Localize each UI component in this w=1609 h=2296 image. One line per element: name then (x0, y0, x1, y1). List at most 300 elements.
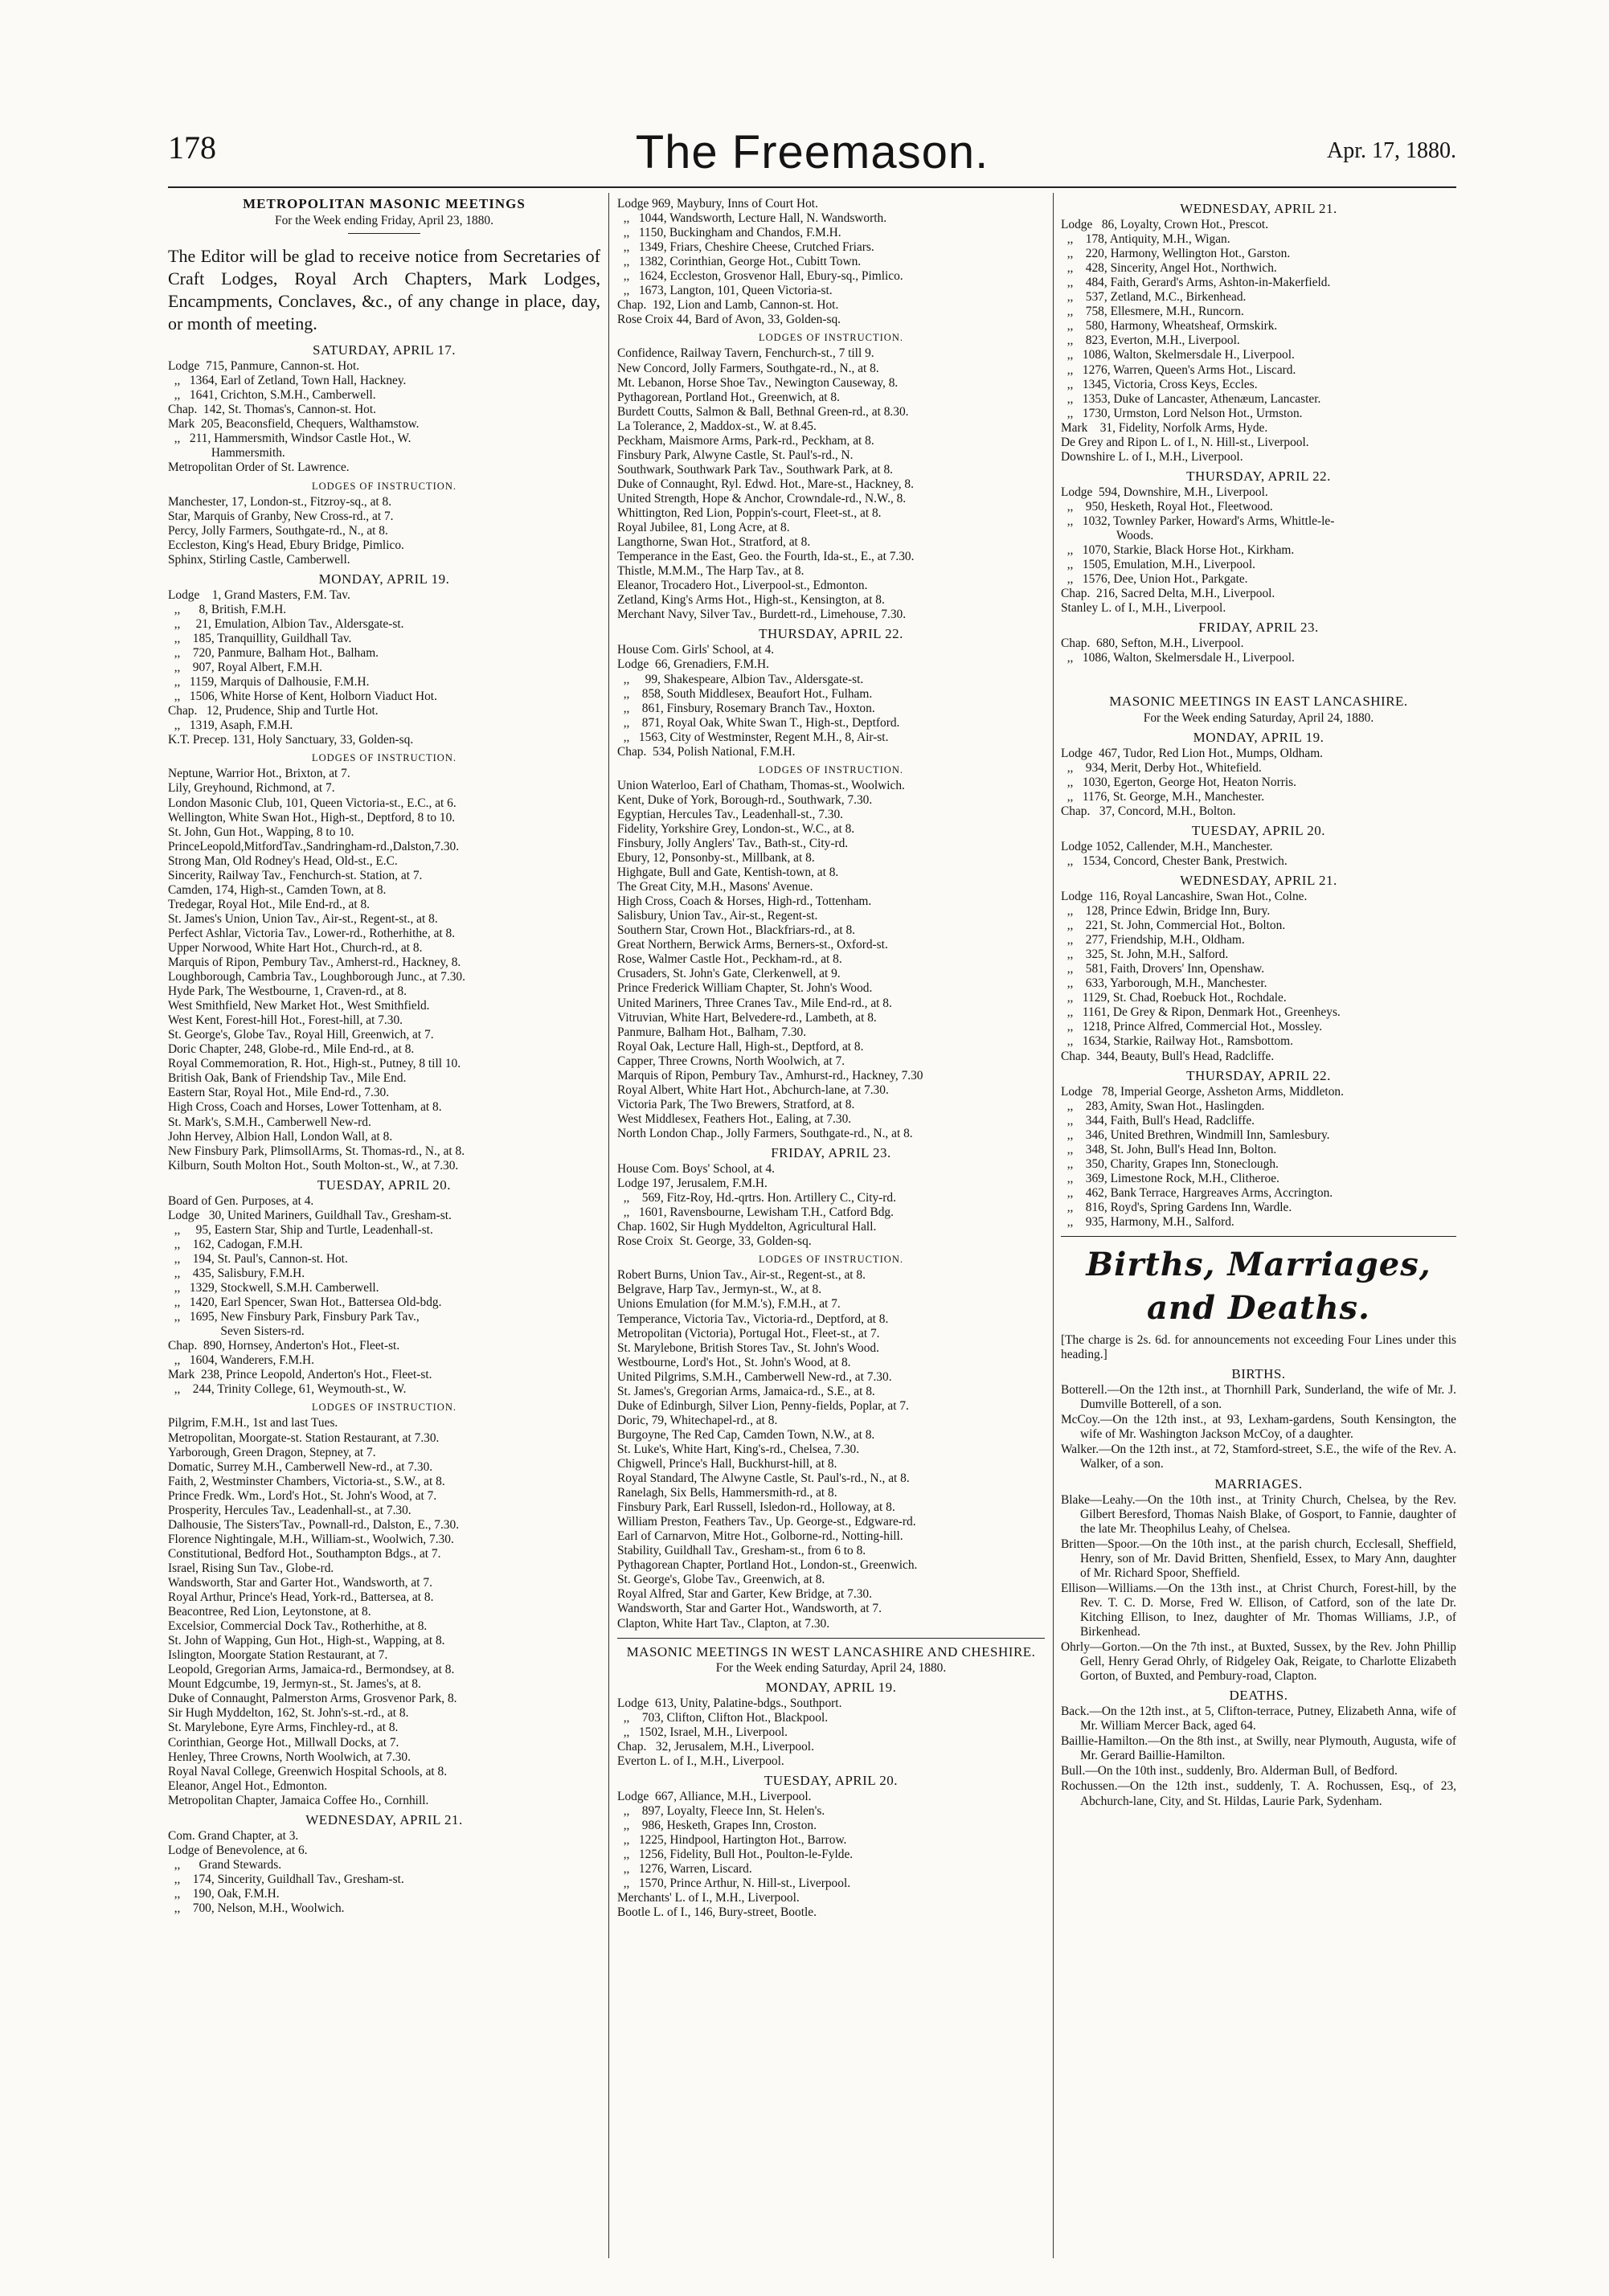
subsection-heading: LODGES OF INSTRUCTION. (759, 763, 903, 776)
listing-line: The Great City, M.H., Masons' Avenue. (617, 880, 813, 894)
listing-line: Salisbury, Union Tav., Air-st., Regent-st. (617, 909, 818, 923)
subsection-heading: LODGES OF INSTRUCTION. (759, 1254, 903, 1266)
listing-line: Westbourne, Lord's Hot., St. John's Wood, at 8. (617, 1355, 851, 1369)
caption-line: For the Week ending Saturday, April 24, 1880. (1143, 710, 1374, 725)
listing-line: ,, 1032, Townley Parker, Howard's Arms, Whittle-le- (1061, 514, 1335, 528)
listing-line: ,, 858, South Middlesex, Beaufort Hot., Fulham. (617, 686, 873, 701)
listing-line: ,, 950, Hesketh, Royal Hot., Fleetwood. (1061, 499, 1273, 514)
listing-line: Hyde Park, The Westbourne, 1, Craven-rd., at 8. (168, 984, 407, 999)
listing-line: Unions Emulation (for M.M.'s), F.M.H., at 7. (617, 1297, 841, 1312)
listing-line: ,, 823, Everton, M.H., Liverpool. (1061, 334, 1240, 348)
listing-line: Lodge 594, Downshire, M.H., Liverpool. (1061, 485, 1268, 499)
listing-line: Mark 31, Fidelity, Norfolk Arms, Hyde. (1061, 420, 1268, 435)
listing-line: Woods. (1061, 529, 1154, 543)
listing-line: ,, 1070, Starkie, Black Horse Hot., Kirkham. (1061, 543, 1295, 558)
listing-line: Eleanor, Trocadero Hot., Liverpool-st., Edmonton. (617, 579, 868, 593)
listing-line: Rose Croix St. George, 33, Golden-sq. (617, 1234, 812, 1249)
listing-line: ,, 1420, Earl Spencer, Swan Hot., Battersea Old-bdg. (168, 1295, 442, 1310)
listing-line: ,, 1225, Hindpool, Hartington Hot., Barrow. (617, 1833, 847, 1848)
listing-line: ,, 221, St. John, Commercial Hot., Bolton. (1061, 919, 1286, 933)
listing-line: ,, 1601, Ravensbourne, Lewisham T.H., Catford Bdg. (617, 1205, 894, 1220)
listing-line: ,, 99, Shakespeare, Albion Tav., Aldersgate-st. (617, 672, 864, 686)
listing-line: ,, 907, Royal Albert, F.M.H. (168, 661, 323, 675)
column-2 (617, 197, 1045, 1920)
listing-line: ,, 1673, Langton, 101, Queen Victoria-st. (617, 284, 833, 298)
listing-line: ,, 1276, Warren, Liscard. (617, 1862, 752, 1876)
listing-line: ,, 1364, Earl of Zetland, Town Hall, Hackney. (168, 374, 407, 388)
listing-line: Metropolitan Chapter, Jamaica Coffee Ho., Cornhill. (168, 1793, 429, 1807)
announcement-entry: Britten—Spoor.—On the 10th inst., at the parish church, Ecclesall, Sheffield, Henry, son of Mr. David Britten, Shenfield, Essex, to Mary Ann, daughter of Mr. Richard Spoor, Sheffield. (1061, 1537, 1456, 1580)
listing-line: ,, 369, Limestone Rock, M.H., Clitheroe. (1061, 1171, 1279, 1185)
announcement-entry: Ohrly—Gorton.—On the 7th inst., at Buxted, Sussex, by the Rev. John Phillip Gell, Henry Gerad Ohrly, of Ridgeley Oak, Reigate, to Charlotte Elizabeth Gorton, of Buxted, and Pembury-road, Clapton. (1061, 1640, 1456, 1684)
listing-line: St. James's Union, Union Tav., Air-st., Regent-st., at 8. (168, 911, 438, 926)
listing-line: United Pilgrims, S.M.H., Camberwell New-rd., at 7.30. (617, 1369, 892, 1384)
listing-line: Finsbury, Jolly Anglers' Tav., Bath-st., City-rd. (617, 837, 849, 851)
listing-line: United Mariners, Three Cranes Tav., Mile End-rd., at 8. (617, 996, 892, 1010)
listing-line: ,, 1506, White Horse of Kent, Holborn Viaduct Hot. (168, 690, 437, 704)
listing-line: ,, 128, Prince Edwin, Bridge Inn, Bury. (1061, 904, 1271, 919)
listing-line: Henley, Three Crowns, North Woolwich, at 7.30. (168, 1750, 411, 1764)
listing-line: La Tolerance, 2, Maddox-st., W. at 8.45. (617, 419, 817, 433)
listing-line: Pythagorean Chapter, Portland Hot., London-st., Greenwich. (617, 1558, 918, 1573)
listing-line: Union Waterloo, Earl of Chatham, Thomas-st., Woolwich. (617, 778, 905, 792)
listing-line: Chap. 216, Sacred Delta, M.H., Liverpool. (1061, 587, 1275, 601)
listing-line: ,, 1534, Concord, Chester Bank, Prestwich. (1061, 853, 1288, 868)
listing-line: Lodge 116, Royal Lancashire, Swan Hot., Colne. (1061, 890, 1308, 904)
listing-line: High Cross, Coach and Horses, Lower Tottenham, at 8. (168, 1100, 442, 1115)
day-heading: WEDNESDAY, APRIL 21. (1180, 872, 1337, 888)
listing-line: ,, 1349, Friars, Cheshire Cheese, Crutched Friars. (617, 240, 874, 255)
listing-line: ,, 194, St. Paul's, Cannon-st. Hot. (168, 1251, 348, 1266)
day-heading: WEDNESDAY, APRIL 21. (305, 1811, 463, 1827)
listing-line: Lodge 1052, Callender, M.H., Manchester. (1061, 839, 1273, 853)
listing-line: ,, 1641, Crichton, S.M.H., Camberwell. (168, 388, 376, 403)
listing-line: ,, Grand Stewards. (168, 1857, 282, 1872)
listing-line: Lodge 715, Panmure, Cannon-st. Hot. (168, 359, 360, 374)
column-3 (1061, 197, 1456, 1810)
listing-line: ,, 484, Faith, Gerard's Arms, Ashton-in-Makerfield. (1061, 276, 1331, 290)
day-heading: THURSDAY, APRIL 22. (1186, 468, 1331, 484)
listing-line: Israel, Rising Sun Tav., Globe-rd. (168, 1561, 334, 1575)
listing-line: ,, 95, Eastern Star, Ship and Turtle, Leadenhall-st. (168, 1222, 433, 1237)
listing-line: Metropolitan Order of St. Lawrence. (168, 460, 350, 475)
listing-line: ,, 897, Loyalty, Fleece Inn, St. Helen's. (617, 1804, 825, 1819)
listing-line: West Middlesex, Feathers Hot., Ealing, at 7.30. (617, 1111, 852, 1126)
listing-line: ,, 537, Zetland, M.C., Birkenhead. (1061, 290, 1247, 305)
listing-line: ,, 8, British, F.M.H. (168, 602, 287, 616)
listing-line: St. Luke's, White Hart, King's-rd., Chelsea, 7.30. (617, 1442, 860, 1456)
announcement-entry: Bull.—On the 10th inst., suddenly, Bro. Alderman Bull, of Bedford. (1061, 1764, 1398, 1778)
listing-line: Board of Gen. Purposes, at 4. (168, 1193, 314, 1208)
listing-line: Sincerity, Railway Tav., Fenchurch-st. Station, at 7. (168, 868, 423, 882)
short-rule (348, 233, 420, 234)
day-heading: TUESDAY, APRIL 20. (764, 1772, 899, 1788)
listing-line: ,, 1576, Dee, Union Hot., Parkgate. (1061, 572, 1248, 587)
day-heading: MARRIAGES. (1214, 1475, 1303, 1492)
listing-line: Neptune, Warrior Hot., Brixton, at 7. (168, 767, 350, 781)
listing-line: ,, 1382, Corinthian, George Hot., Cubitt Town. (617, 255, 862, 269)
listing-line: Ebury, 12, Ponsonby-st., Millbank, at 8. (617, 851, 815, 866)
listing-line: New Finsbury Park, PlimsollArms, St. Thomas-rd., N., at 8. (168, 1144, 465, 1158)
listing-line: Faith, 2, Westminster Chambers, Victoria-st., S.W., at 8. (168, 1474, 445, 1488)
listing-line: Highgate, Bull and Gate, Kentish-town, at 8. (617, 866, 839, 880)
listing-line: ,, 871, Royal Oak, White Swan T., High-st., Deptford. (617, 715, 900, 730)
listing-line: ,, 178, Antiquity, M.H., Wigan. (1061, 232, 1230, 247)
listing-line: Strong Man, Old Rodney's Head, Old-st., E.C. (168, 853, 398, 868)
listing-line: Kent, Duke of York, Borough-rd., Southwark, 7.30. (617, 792, 873, 807)
listing-line: Downshire L. of I., M.H., Liverpool. (1061, 449, 1243, 464)
listing-line: ,, 1329, Stockwell, S.M.H. Camberwell. (168, 1281, 379, 1295)
subsection-heading: LODGES OF INSTRUCTION. (312, 1402, 456, 1414)
listing-line: Mark 238, Prince Leopold, Anderton's Hot., Fleet-st. (168, 1368, 432, 1382)
listing-line: Lodge 969, Maybury, Inns of Court Hot. (617, 197, 818, 211)
listing-line: Seven Sisters-rd. (168, 1324, 305, 1339)
listing-line: Manchester, 17, London-st., Fitzroy-sq., at 8. (168, 494, 392, 509)
listing-line: Lodge 667, Alliance, M.H., Liverpool. (617, 1789, 812, 1803)
listing-line: Langthorne, Swan Hot., Stratford, at 8. (617, 535, 811, 550)
day-heading: MONDAY, APRIL 19. (318, 571, 450, 587)
listing-line: House Com. Girls' School, at 4. (617, 643, 775, 657)
listing-line: ,, 633, Yarborough, M.H., Manchester. (1061, 976, 1267, 991)
issue-date: Apr. 17, 1880. (1327, 138, 1456, 163)
listing-line: ,, 1086, Walton, Skelmersdale H., Liverpool. (1061, 348, 1295, 362)
listing-line: Tredegar, Royal Hot., Mile End-rd., at 8. (168, 897, 371, 911)
section-rule (617, 1638, 1045, 1639)
day-heading: THURSDAY, APRIL 22. (759, 626, 903, 642)
day-heading: TUESDAY, APRIL 20. (1191, 822, 1326, 838)
listing-line: West Kent, Forest-hill Hot., Forest-hill, at 7.30. (168, 1013, 403, 1028)
listing-line: Sphinx, Stirling Castle, Camberwell. (168, 552, 350, 567)
listing-line: ,, 581, Faith, Drovers' Inn, Openshaw. (1061, 962, 1265, 976)
caption-line: For the Week ending Friday, April 23, 1880. (275, 214, 493, 228)
listing-line: House Com. Boys' School, at 4. (617, 1162, 776, 1177)
listing-line: Eccleston, King's Head, Ebury Bridge, Pimlico. (168, 538, 404, 552)
listing-line: Dalhousie, The Sisters'Tav., Pownall-rd., Dalston, E., 7.30. (168, 1517, 460, 1532)
listing-line: ,, 1218, Prince Alfred, Commercial Hot., Mossley. (1061, 1020, 1323, 1034)
listing-line: Lodge 613, Unity, Palatine-bdgs., Southport. (617, 1696, 842, 1710)
listing-line: ,, 1150, Buckingham and Chandos, F.M.H. (617, 226, 841, 240)
listing-line: ,, 758, Ellesmere, M.H., Runcorn. (1061, 305, 1244, 319)
listing-line: London Masonic Club, 101, Queen Victoria-st., E.C., at 6. (168, 796, 456, 810)
listing-line: Whittington, Red Lion, Poppin's-court, Fleet-st., at 8. (617, 505, 882, 520)
announcement-entry: Botterell.—On the 12th inst., at Thornhill Park, Sunderland, the wife of Mr. J. Dumville Botterell, of a son. (1061, 1383, 1456, 1412)
page-number: 178 (168, 129, 216, 166)
listing-line: Temperance in the East, Geo. the Fourth, Ida-st., E., at 7.30. (617, 550, 915, 564)
listing-line: Royal Arthur, Prince's Head, York-rd., Battersea, at 8. (168, 1590, 434, 1605)
listing-line: ,, 816, Royd's, Spring Gardens Inn, Wardle. (1061, 1201, 1292, 1214)
listing-line: Robert Burns, Union Tav., Air-st., Regent-st., at 8. (617, 1268, 866, 1283)
listing-line: John Hervey, Albion Hall, London Wall, at 8. (168, 1129, 393, 1144)
section-title: METROPOLITAN MASONIC MEETINGS (243, 196, 526, 211)
listing-line: Com. Grand Chapter, at 3. (168, 1828, 299, 1843)
listing-line: ,, 1505, Emulation, M.H., Liverpool. (1061, 558, 1255, 572)
listing-line: Stanley L. of I., M.H., Liverpool. (1061, 601, 1226, 616)
column-divider (1053, 193, 1054, 2258)
listing-line: Thistle, M.M.M., The Harp Tav., at 8. (617, 564, 804, 579)
listing-line: ,, 1176, St. George, M.H., Manchester. (1061, 789, 1265, 804)
caption-line: For the Week ending Saturday, April 24, 1880. (715, 1660, 947, 1675)
listing-line: Chap. 12, Prudence, Ship and Turtle Hot. (168, 704, 379, 718)
listing-line: Pythagorean, Portland Hot., Greenwich, at 8. (617, 390, 840, 404)
listing-line: ,, 1624, Eccleston, Grosvenor Hall, Ebury-sq., Pimlico. (617, 269, 903, 284)
listing-line: ,, 934, Merit, Derby Hot., Whitefield. (1061, 760, 1262, 775)
editor-notice: The Editor will be glad to receive notice from Secretaries of Craft Lodges, Royal Arch Chapters, Mark Lodges, Encampments, Conclaves, &c., of any change in place, day, or month of meeting. (168, 246, 600, 334)
listing-line: ,, 1502, Israel, M.H., Liverpool. (617, 1725, 788, 1739)
listing-line: ,, 703, Clifton, Clifton Hot., Blackpool. (617, 1710, 829, 1725)
subsection-heading: LODGES OF INSTRUCTION. (312, 752, 456, 764)
listing-line: Rose Croix 44, Bard of Avon, 33, Golden-sq. (617, 313, 841, 327)
masthead-rule (168, 186, 1456, 188)
listing-line: Domatic, Surrey M.H., Camberwell New-rd., at 7.30. (168, 1459, 433, 1474)
listing-line: Doric Chapter, 248, Globe-rd., Mile End-rd., at 8. (168, 1042, 415, 1057)
listing-line: St. John of Wapping, Gun Hot., High-st., Wapping, at 8. (168, 1634, 445, 1648)
listing-line: ,, 1345, Victoria, Cross Keys, Eccles. (1061, 377, 1258, 391)
listing-line: St. John, Gun Hot., Wapping, 8 to 10. (168, 825, 354, 839)
listing-line: ,, 1030, Egerton, George Hot, Heaton Norris. (1061, 775, 1296, 789)
listing-line: Peckham, Maismore Arms, Park-rd., Peckham, at 8. (617, 433, 874, 448)
listing-line: British Oak, Bank of Friendship Tav., Mile End. (168, 1071, 407, 1086)
listing-line: Crusaders, St. John's Gate, Clerkenwell, at 9. (617, 967, 841, 981)
listing-line: ,, 1695, New Finsbury Park, Finsbury Park Tav., (168, 1310, 420, 1324)
listing-line: ,, 700, Nelson, M.H., Woolwich. (168, 1901, 345, 1916)
listing-line: Loughborough, Cambria Tav., Loughborough Junc., at 7.30. (168, 970, 465, 984)
listing-line: Vitruvian, White Hart, Belvedere-rd., Lambeth, at 8. (617, 1010, 877, 1025)
listing-line: Marquis of Ripon, Pembury Tav., Amherst-rd., Hackney, 8. (168, 956, 461, 970)
listing-line: Prince Fredk. Wm., Lord's Hot., St. John's Wood, at 7. (168, 1488, 437, 1503)
listing-line: K.T. Precep. 131, Holy Sanctuary, 33, Golden-sq. (168, 733, 414, 747)
day-heading: TUESDAY, APRIL 20. (317, 1177, 452, 1193)
spacer (1061, 665, 1456, 690)
listing-line: Royal Naval College, Greenwich Hospital Schools, at 8. (168, 1764, 448, 1778)
listing-line: Camden, 174, High-st., Camden Town, at 8. (168, 882, 387, 897)
listing-line: Royal Jubilee, 81, Long Acre, at 8. (617, 521, 790, 535)
listing-line: Eleanor, Angel Hot., Edmonton. (168, 1778, 328, 1793)
listing-line: Eastern Star, Royal Hot., Mile End-rd., 7.30. (168, 1086, 390, 1100)
masthead (168, 127, 1456, 178)
listing-line: Perfect Ashlar, Victoria Tav., Lower-rd., Rotherhithe, at 8. (168, 926, 456, 940)
announcement-entry: Walker.—On the 12th inst., at 72, Stamford-street, S.E., the wife of the Rev. A. Walker, of a son. (1061, 1443, 1456, 1471)
subsection-heading: LODGES OF INSTRUCTION. (759, 332, 903, 344)
listing-line: ,, 1129, St. Chad, Roebuck Hot., Rochdale. (1061, 991, 1287, 1005)
listing-line: Chap. 344, Beauty, Bull's Head, Radcliffe. (1061, 1049, 1275, 1063)
listing-line: Royal Albert, White Hart Hot., Abchurch-lane, at 7.30. (617, 1083, 889, 1097)
listing-line: Constitutional, Bedford Hot., Southampton Bdgs., at 7. (168, 1546, 441, 1561)
listing-line: Bootle L. of I., 146, Bury-street, Bootle. (617, 1905, 817, 1920)
day-heading: DEATHS. (1229, 1688, 1288, 1704)
listing-line: Burgoyne, The Red Cap, Camden Town, N.W., at 8. (617, 1427, 875, 1442)
listing-line: ,, 174, Sincerity, Guildhall Tav., Gresham-st. (168, 1872, 404, 1886)
listing-line: Egyptian, Hercules Tav., Leadenhall-st., 7.30. (617, 807, 843, 821)
listing-line: Merchant Navy, Silver Tav., Burdett-rd., Limehouse, 7.30. (617, 608, 907, 622)
listing-line: ,, 277, Friendship, M.H., Oldham. (1061, 933, 1245, 947)
announcement-entry: McCoy.—On the 12th inst., at 93, Lexham-gardens, South Kensington, the wife of Mr. Washington Jackson McCoy, of a daughter. (1061, 1413, 1456, 1442)
listing-line: Clapton, White Hart Tav., Clapton, at 7.30. (617, 1616, 830, 1631)
listing-line: Chap. 32, Jerusalem, M.H., Liverpool. (617, 1739, 814, 1754)
listing-line: High Cross, Coach & Horses, High-rd., Tottenham. (617, 894, 872, 909)
listing-line: Beacontree, Red Lion, Leytonstone, at 8. (168, 1605, 371, 1619)
announcement-entry: Rochussen.—On the 12th inst., suddenly, T. A. Rochussen, Esq., of 23, Abchurch-lane, City, and St. Hildas, Laurie Park, Sydenham. (1061, 1779, 1456, 1808)
listing-line: Temperance, Victoria Tav., Victoria-rd., Deptford, at 8. (617, 1312, 889, 1326)
announcement-entry: Blake—Leahy.—On the 10th inst., at Trinity Church, Chelsea, by the Rev. Gilbert Beresford, Thomas Naish Blake, of Gosport, to Fannie, daughter of the late Mr. Theophilus Leahy, of Chelsea. (1061, 1492, 1456, 1536)
listing-line: Chap. 1602, Sir Hugh Myddelton, Agricultural Hall. (617, 1220, 877, 1234)
announcement-entry: Back.—On the 12th inst., at 5, Clifton-terrace, Putney, Elizabeth Anna, wife of Mr. William Mercer Back, aged 64. (1061, 1705, 1456, 1733)
listing-line: Merchants' L. of I., M.H., Liverpool. (617, 1891, 800, 1905)
day-heading: MONDAY, APRIL 19. (1193, 729, 1324, 745)
listing-line: Capper, Three Crowns, North Woolwich, at 7. (617, 1054, 845, 1068)
listing-line: St. James's, Gregorian Arms, Jamaica-rd., S.E., at 8. (617, 1384, 875, 1398)
listing-line: Chap. 142, St. Thomas's, Cannon-st. Hot. (168, 403, 377, 417)
listing-line: ,, 861, Finsbury, Rosemary Branch Tav., Hoxton. (617, 701, 875, 715)
listing-line: ,, 211, Hammersmith, Windsor Castle Hot., W. (168, 432, 411, 446)
listing-line: Chap. 890, Hornsey, Anderton's Hot., Fleet-st. (168, 1339, 400, 1353)
listing-line: ,, 935, Harmony, M.H., Salford. (1061, 1215, 1234, 1230)
listing-line: Metropolitan (Victoria), Portugal Hot., Fleet-st., at 7. (617, 1326, 880, 1340)
listing-line: St. George's, Globe Tav., Greenwich, at 8. (617, 1573, 825, 1587)
listing-line: Florence Nightingale, M.H., William-st., Woolwich, 7.30. (168, 1532, 454, 1546)
listing-line: Chap. 680, Sefton, M.H., Liverpool. (1061, 636, 1244, 651)
listing-line: Upper Norwood, White Hart Hot., Church-rd., at 8. (168, 940, 423, 955)
listing-line: Royal Commemoration, R. Hot., High-st., Putney, 8 till 10. (168, 1057, 461, 1071)
listing-line: ,, 1353, Duke of Lancaster, Athenæum, Lancaster. (1061, 391, 1321, 406)
listing-line: ,, 580, Harmony, Wheatsheaf, Ormskirk. (1061, 319, 1278, 334)
listing-line: Chigwell, Prince's Hall, Buckhurst-hill, at 8. (617, 1456, 837, 1471)
listing-line: Ranelagh, Six Bells, Hammersmith-rd., at 8. (617, 1486, 837, 1500)
listing-line: ,, 348, St. John, Bull's Head Inn, Bolton. (1061, 1142, 1277, 1156)
listing-line: ,, 220, Harmony, Wellington Hot., Garston. (1061, 247, 1291, 261)
listing-line: ,, 350, Charity, Grapes Inn, Stoneclough. (1061, 1156, 1279, 1171)
day-heading: FRIDAY, APRIL 23. (771, 1145, 891, 1160)
listing-line: Panmure, Balham Hot., Balham, 7.30. (617, 1025, 807, 1039)
listing-line: Royal Oak, Lecture Hall, High-st., Deptford, at 8. (617, 1039, 864, 1054)
listing-line: Duke of Connaught, Palmerston Arms, Grosvenor Park, 8. (168, 1692, 457, 1706)
listing-line: Finsbury Park, Earl Russell, Isledon-rd., Holloway, at 8. (617, 1500, 895, 1515)
listing-line: Great Northern, Berwick Arms, Berners-st., Oxford-st. (617, 938, 888, 952)
listing-line: Corinthian, George Hot., Millwall Docks, at 7. (168, 1735, 399, 1750)
listing-line: St. Marylebone, Eyre Arms, Finchley-rd., at 8. (168, 1721, 399, 1735)
listing-line: De Grey and Ripon L. of I., N. Hill-st., Liverpool. (1061, 435, 1309, 449)
day-heading: THURSDAY, APRIL 22. (1186, 1067, 1331, 1083)
listing-line: Lodge 467, Tudor, Red Lion Hot., Mumps, Oldham. (1061, 746, 1324, 760)
listing-line: Lily, Greyhound, Richmond, at 7. (168, 781, 335, 796)
listing-line: ,, 283, Amity, Swan Hot., Haslingden. (1061, 1099, 1265, 1113)
notice-text: [The charge is 2s. 6d. for announcements not exceeding Four Lines under this heading.] (1061, 1333, 1456, 1362)
listing-line: ,, 1570, Prince Arthur, N. Hill-st., Liverpool. (617, 1876, 851, 1891)
listing-line: Doric, 79, Whitechapel-rd., at 8. (617, 1413, 778, 1427)
listing-line: ,, 21, Emulation, Albion Tav., Aldersgate-st. (168, 616, 404, 631)
listing-line: ,, 435, Salisbury, F.M.H. (168, 1267, 305, 1280)
listing-line: Kilburn, South Molton Hot., South Molton-st., W., at 7.30. (168, 1158, 459, 1173)
listing-line: ,, 569, Fitz-Roy, Hd.-qrtrs. Hon. Artillery C., City-rd. (617, 1191, 896, 1205)
listing-line: ,, 720, Panmure, Balham Hot., Balham. (168, 646, 379, 661)
day-heading: MASONIC MEETINGS IN WEST LANCASHIRE AND CHESHIRE. (626, 1643, 1036, 1660)
listing-line: Southern Star, Crown Hot., Blackfriars-rd., at 8. (617, 923, 856, 938)
listing-line: ,, 162, Cadogan, F.M.H. (168, 1237, 303, 1251)
listing-line: New Concord, Jolly Farmers, Southgate-rd., N., at 8. (617, 361, 879, 375)
listing-line: Wandsworth, Star and Garter Hot., Wandsworth, at 7. (617, 1602, 882, 1616)
column-1 (168, 197, 600, 1916)
listing-line: Yarborough, Green Dragon, Stepney, at 7. (168, 1445, 376, 1459)
listing-line: ,, 244, Trinity College, 61, Weymouth-st., W. (168, 1382, 407, 1397)
listing-line: William Preston, Feathers Tav., Up. George-st., Edgware-rd. (617, 1515, 916, 1529)
listing-line: Belgrave, Harp Tav., Jermyn-st., W., at 8. (617, 1283, 822, 1297)
listing-line: Star, Marquis of Granby, New Cross-rd., at 7. (168, 509, 394, 523)
listing-line: Stability, Guildhall Tav., Gresham-st., from 6 to 8. (617, 1544, 866, 1558)
day-heading: SATURDAY, APRIL 17. (313, 342, 456, 358)
listing-line: ,, 344, Faith, Bull's Head, Radcliffe. (1061, 1113, 1255, 1128)
listing-line: United Strength, Hope & Anchor, Crowndale-rd., N.W., 8. (617, 491, 907, 505)
listing-line: Rose, Walmer Castle Hot., Peckham-rd., at 8. (617, 952, 842, 967)
listing-line: Leopold, Gregorian Arms, Jamaica-rd., Bermondsey, at 8. (168, 1663, 455, 1677)
listing-line: Burdett Coutts, Salmon & Ball, Bethnal Green-rd., at 8.30. (617, 404, 909, 419)
listing-line: Royal Standard, The Alwyne Castle, St. Paul's-rd., N., at 8. (617, 1471, 910, 1486)
listing-line: Chap. 37, Concord, M.H., Bolton. (1061, 804, 1236, 818)
subsection-heading: LODGES OF INSTRUCTION. (312, 480, 456, 492)
listing-line: Finsbury Park, Alwyne Castle, St. Paul's-rd., N. (617, 448, 854, 462)
listing-line: Hammersmith. (168, 446, 285, 460)
listing-line: Fidelity, Yorkshire Grey, London-st., W.C., at 8. (617, 821, 855, 836)
listing-line: ,, 346, United Brethren, Windmill Inn, Samlesbury. (1061, 1128, 1330, 1142)
listing-line: Southwark, Southwark Park Tav., Southwark Park, at 8. (617, 462, 894, 477)
listing-line: Lodge 197, Jerusalem, F.M.H. (617, 1177, 768, 1191)
listing-line: Lodge 78, Imperial George, Assheton Arms, Middleton. (1061, 1084, 1344, 1099)
listing-line: Lodge 30, United Mariners, Guildhall Tav., Gresham-st. (168, 1208, 452, 1222)
section-rule (1061, 1236, 1456, 1237)
listing-line: Metropolitan, Moorgate-st. Station Restaurant, at 7.30. (168, 1430, 440, 1445)
listing-line: Mark 205, Beaconsfield, Chequers, Walthamstow. (168, 417, 420, 432)
listing-line: Duke of Connaught, Ryl. Edwd. Hot., Mare-st., Hackney, 8. (617, 477, 914, 491)
listing-line: ,, 1730, Urmston, Lord Nelson Hot., Urmston. (1061, 406, 1303, 420)
listing-line: Lodge 86, Loyalty, Crown Hot., Prescot. (1061, 218, 1269, 232)
listing-line: St. Marylebone, British Stores Tav., St. John's Wood. (617, 1340, 879, 1355)
listing-line: Lodge of Benevolence, at 6. (168, 1843, 308, 1857)
listing-line: ,, 1319, Asaph, F.M.H. (168, 718, 293, 733)
listing-line: ,, 185, Tranquillity, Guildhall Tav. (168, 631, 352, 645)
listing-line: Chap. 192, Lion and Lamb, Cannon-st. Hot. (617, 298, 839, 313)
listing-line: Wellington, White Swan Hot., High-st., Deptford, 8 to 10. (168, 810, 456, 825)
day-heading: WEDNESDAY, APRIL 21. (1180, 201, 1337, 216)
newspaper-title: The Freemason. (635, 126, 989, 178)
listing-line: North London Chap., Jolly Farmers, Southgate-rd., N., at 8. (617, 1126, 913, 1140)
listing-line: ,, 1044, Wandsworth, Lecture Hall, N. Wandsworth. (617, 211, 887, 226)
announcement-entry: Baillie-Hamilton.—On the 8th inst., at Swilly, near Plymouth, Augusta, wife of Mr. Gerard Baillie-Hamilton. (1061, 1734, 1456, 1763)
listing-line: Excelsior, Commercial Dock Tav., Rotherhithe, at 8. (168, 1619, 428, 1634)
births-marriages-deaths-title: Births, Marriages, and Deaths. (1086, 1246, 1431, 1328)
listing-line: Lodge 1, Grand Masters, F.M. Tav. (168, 587, 350, 602)
listing-line: Mt. Lebanon, Horse Shoe Tav., Newington Causeway, 8. (617, 375, 899, 390)
listing-line: ,, 428, Sincerity, Angel Hot., Northwich. (1061, 261, 1277, 276)
listing-line: Chap. 534, Polish National, F.M.H. (617, 744, 796, 759)
listing-line: PrinceLeopold,MitfordTav.,Sandringham-rd.,Dalston,7.30. (168, 839, 460, 853)
listing-line: ,, 986, Hesketh, Grapes Inn, Croston. (617, 1819, 817, 1833)
listing-line: ,, 190, Oak, F.M.H. (168, 1886, 280, 1901)
listing-line: Prosperity, Hercules Tav., Leadenhall-st., at 7.30. (168, 1503, 411, 1517)
day-heading: MONDAY, APRIL 19. (765, 1679, 897, 1695)
listing-line: Zetland, King's Arms Hot., High-st., Kensington, at 8. (617, 593, 885, 608)
listing-line: ,, 1256, Fidelity, Bull Hot., Poulton-le-Fylde. (617, 1848, 854, 1862)
listing-line: Islington, Moorgate Station Restaurant, at 7. (168, 1648, 388, 1663)
listing-line: ,, 1159, Marquis of Dalhousie, F.M.H. (168, 675, 370, 690)
listing-line: ,, 1634, Starkie, Railway Hot., Ramsbottom. (1061, 1034, 1293, 1049)
listing-line: ,, 1161, De Grey & Ripon, Denmark Hot., Greenheys. (1061, 1005, 1341, 1020)
listing-line: Royal Alfred, Star and Garter, Kew Bridge, at 7.30. (617, 1587, 872, 1602)
listing-line: Confidence, Railway Tavern, Fenchurch-st., 7 till 9. (617, 346, 874, 361)
announcement-entry: Ellison—Williams.—On the 13th inst., at Christ Church, Forest-hill, by the Rev. T. C. D. Morse, Fred W. Ellison, of Catford, son of the late Dr. Kitching Ellison, to Inez, daughter of Mr. Thomas Williams, J.P., of Birkenhead. (1061, 1581, 1456, 1639)
listing-line: ,, 462, Bank Terrace, Hargreaves Arms, Accrington. (1061, 1185, 1333, 1200)
listing-line: ,, 1086, Walton, Skelmersdale H., Liverpool. (1061, 651, 1295, 665)
listing-line: ,, 325, St. John, M.H., Salford. (1061, 947, 1229, 962)
listing-line: ,, 1604, Wanderers, F.M.H. (168, 1353, 314, 1368)
listing-line: ,, 1563, City of Westminster, Regent M.H., 8, Air-st. (617, 730, 889, 744)
